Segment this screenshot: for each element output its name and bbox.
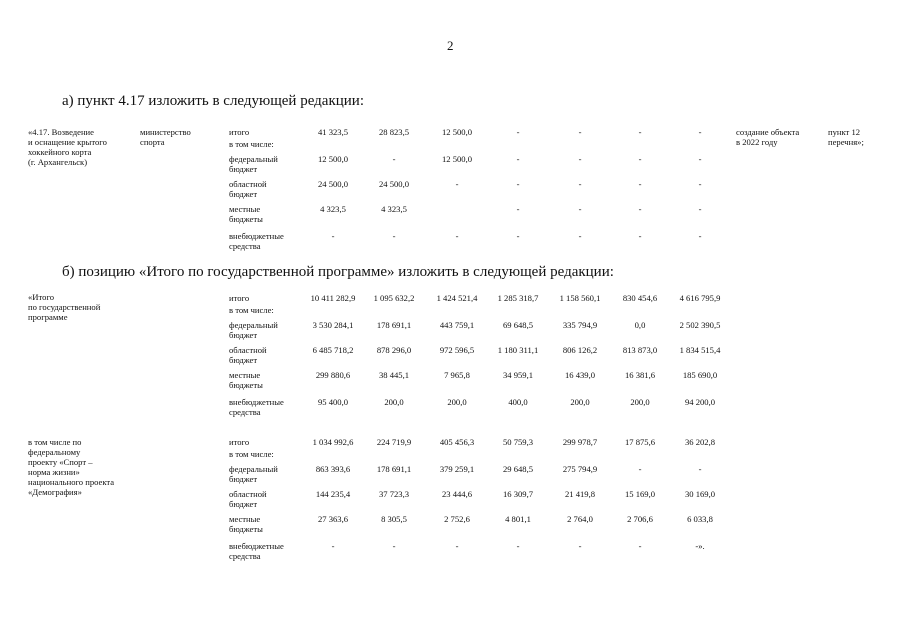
section-a-cell: - [578, 154, 582, 164]
federal-project-group-cell: 863 393,6 [315, 464, 351, 474]
federal-project-group-cell: 2 706,6 [627, 514, 653, 524]
federal-project-group-cell: - [392, 541, 396, 551]
total-group-cell: 443 759,1 [439, 320, 475, 330]
section-a-cell: - [578, 127, 582, 137]
federal-project-group-cell: - [638, 541, 642, 551]
section-a-cell: 24 500,0 [317, 179, 349, 189]
group-name-federal-project: в том числе по федеральному проекту «Спорт – норма жизни» национального проекта «Демография» [28, 437, 115, 497]
total-group-cell: 200,0 [630, 397, 650, 407]
federal-project-group-cell: 405 456,3 [439, 437, 475, 447]
section-a-cell: - [638, 154, 642, 164]
section-a-row-label: внебюджетные средства [229, 231, 284, 251]
section-a-cell: - [455, 231, 459, 241]
section-a-row-label: в том числе: [229, 139, 274, 149]
federal-project-group-row-label: в том числе: [229, 449, 274, 459]
section-a-cell: - [578, 179, 582, 189]
total-group-cell: 2 502 390,5 [679, 320, 721, 330]
total-group-cell: 16 381,6 [624, 370, 656, 380]
federal-project-group-cell: 144 235,4 [315, 489, 351, 499]
total-group-cell: 200,0 [570, 397, 590, 407]
total-group-cell: 4 616 795,9 [679, 293, 721, 303]
federal-project-group-row-label: внебюджетные средства [229, 541, 284, 561]
section-a-cell: - [331, 231, 335, 241]
federal-project-group-cell: 2 752,6 [444, 514, 470, 524]
federal-project-group-cell: 379 259,1 [439, 464, 475, 474]
federal-project-group-cell: 15 169,0 [624, 489, 656, 499]
section-a-cell: - [698, 204, 702, 214]
federal-project-group-cell: - [331, 541, 335, 551]
total-group-row-label: итого [229, 293, 250, 303]
federal-project-group-cell: 224 719,9 [376, 437, 412, 447]
section-a-cell: - [516, 231, 520, 241]
total-group-cell: 200,0 [384, 397, 404, 407]
federal-project-group-cell: 30 169,0 [684, 489, 716, 499]
total-group-cell: 1 285 318,7 [497, 293, 539, 303]
federal-project-group-row-label: местные бюджеты [229, 514, 263, 534]
total-group-cell: 94 200,0 [684, 397, 716, 407]
total-group-cell: 400,0 [508, 397, 528, 407]
section-a-cell: - [516, 127, 520, 137]
total-group-row-label: внебюджетные средства [229, 397, 284, 417]
section-a-cell: - [392, 231, 396, 241]
item-name: «4.17. Возведение и оснащение крытого хоккейного корта (г. Архангельск) [28, 127, 107, 167]
reference: пункт 12 перечня»; [828, 127, 864, 147]
section-a-cell: - [698, 154, 702, 164]
section-a-cell: - [698, 231, 702, 241]
group-name-total: «Итого по государственной программе [28, 292, 101, 322]
section-a-row-label: областной бюджет [229, 179, 267, 199]
section-a-cell: 41 323,5 [317, 127, 349, 137]
executor: министерство спорта [140, 127, 191, 147]
section-a-cell: 12 500,0 [441, 154, 473, 164]
total-group-cell: 813 873,0 [622, 345, 658, 355]
federal-project-group-cell: - [455, 541, 459, 551]
federal-project-group-cell: - [578, 541, 582, 551]
section-a-cell: - [516, 154, 520, 164]
total-group-row-label: областной бюджет [229, 345, 267, 365]
federal-project-group-cell: 275 794,9 [562, 464, 598, 474]
section-a-cell: - [578, 204, 582, 214]
total-group-cell: 1 158 560,1 [559, 293, 601, 303]
federal-project-group-cell: 29 648,5 [502, 464, 534, 474]
total-group-cell: 38 445,1 [378, 370, 410, 380]
federal-project-group-row-label: областной бюджет [229, 489, 267, 509]
total-group-cell: 3 530 284,1 [312, 320, 354, 330]
section-a-cell: - [638, 231, 642, 241]
federal-project-group-cell: 27 363,6 [317, 514, 349, 524]
total-group-cell: 806 126,2 [562, 345, 598, 355]
total-group-cell: 16 439,0 [564, 370, 596, 380]
total-group-cell: 830 454,6 [622, 293, 658, 303]
federal-project-group-cell: 36 202,8 [684, 437, 716, 447]
federal-project-group-cell: - [516, 541, 520, 551]
total-group-cell: 1 834 515,4 [679, 345, 721, 355]
total-group-cell: 1 180 311,1 [497, 345, 539, 355]
total-group-cell: 0,0 [634, 320, 646, 330]
section-a-cell: 4 323,5 [381, 204, 407, 214]
section-a-cell: - [578, 231, 582, 241]
section-b-heading: б) позицию «Итого по государственной программе» изложить в следующей редакции: [62, 264, 614, 280]
total-group-cell: 335 794,9 [562, 320, 598, 330]
federal-project-group-cell: 1 034 992,6 [312, 437, 354, 447]
federal-project-group-cell: 2 764,0 [567, 514, 593, 524]
total-group-cell: 6 485 718,2 [312, 345, 354, 355]
section-a-row-label: местные бюджеты [229, 204, 263, 224]
federal-project-group-cell: 37 723,3 [378, 489, 410, 499]
section-a-cell: - [392, 154, 396, 164]
section-a-cell: - [698, 127, 702, 137]
section-a-cell: - [516, 204, 520, 214]
federal-project-group-cell: 178 691,1 [376, 464, 412, 474]
total-group-cell: 34 959,1 [502, 370, 534, 380]
total-group-cell: 200,0 [447, 397, 467, 407]
federal-project-group-cell: 16 309,7 [502, 489, 534, 499]
section-a-cell: 24 500,0 [378, 179, 410, 189]
section-a-cell: - [698, 179, 702, 189]
federal-project-group-cell: 17 875,6 [624, 437, 656, 447]
result: создание объекта в 2022 году [736, 127, 800, 147]
total-group-cell: 878 296,0 [376, 345, 412, 355]
section-a-row-label: итого [229, 127, 250, 137]
federal-project-group-cell: 4 801,1 [505, 514, 531, 524]
federal-project-group-row-label: федеральный бюджет [229, 464, 278, 484]
total-group-cell: 178 691,1 [376, 320, 412, 330]
section-a-row-label: федеральный бюджет [229, 154, 278, 174]
federal-project-group-cell: - [638, 464, 642, 474]
section-a-cell: - [516, 179, 520, 189]
page-number: 2 [447, 38, 454, 53]
federal-project-group-cell: -». [695, 541, 705, 551]
total-group-row-label: федеральный бюджет [229, 320, 278, 340]
total-group-cell: 299 880,6 [315, 370, 351, 380]
section-a-cell: 4 323,5 [320, 204, 346, 214]
section-a-cell: - [638, 179, 642, 189]
federal-project-group-cell: 50 759,3 [502, 437, 534, 447]
section-a-cell: 12 500,0 [317, 154, 349, 164]
federal-project-group-row-label: итого [229, 437, 250, 447]
section-a-cell: - [638, 204, 642, 214]
total-group-row-label: в том числе: [229, 305, 274, 315]
section-a-cell: 28 823,5 [378, 127, 410, 137]
section-a-cell: - [638, 127, 642, 137]
total-group-cell: 1 095 632,2 [373, 293, 415, 303]
total-group-cell: 95 400,0 [317, 397, 349, 407]
federal-project-group-cell: 6 033,8 [687, 514, 713, 524]
federal-project-group-cell: 21 419,8 [564, 489, 596, 499]
total-group-row-label: местные бюджеты [229, 370, 263, 390]
federal-project-group-cell: - [698, 464, 702, 474]
federal-project-group-cell: 8 305,5 [381, 514, 407, 524]
total-group-cell: 7 965,8 [444, 370, 470, 380]
federal-project-group-cell: 299 978,7 [562, 437, 598, 447]
total-group-cell: 10 411 282,9 [310, 293, 356, 303]
total-group-cell: 69 648,5 [502, 320, 534, 330]
section-a-cell: - [455, 179, 459, 189]
section-a-heading: а) пункт 4.17 изложить в следующей редакции: [62, 93, 364, 109]
total-group-cell: 1 424 521,4 [436, 293, 478, 303]
federal-project-group-cell: 23 444,6 [441, 489, 473, 499]
total-group-cell: 185 690,0 [682, 370, 718, 380]
total-group-cell: 972 596,5 [439, 345, 475, 355]
section-a-cell: 12 500,0 [441, 127, 473, 137]
